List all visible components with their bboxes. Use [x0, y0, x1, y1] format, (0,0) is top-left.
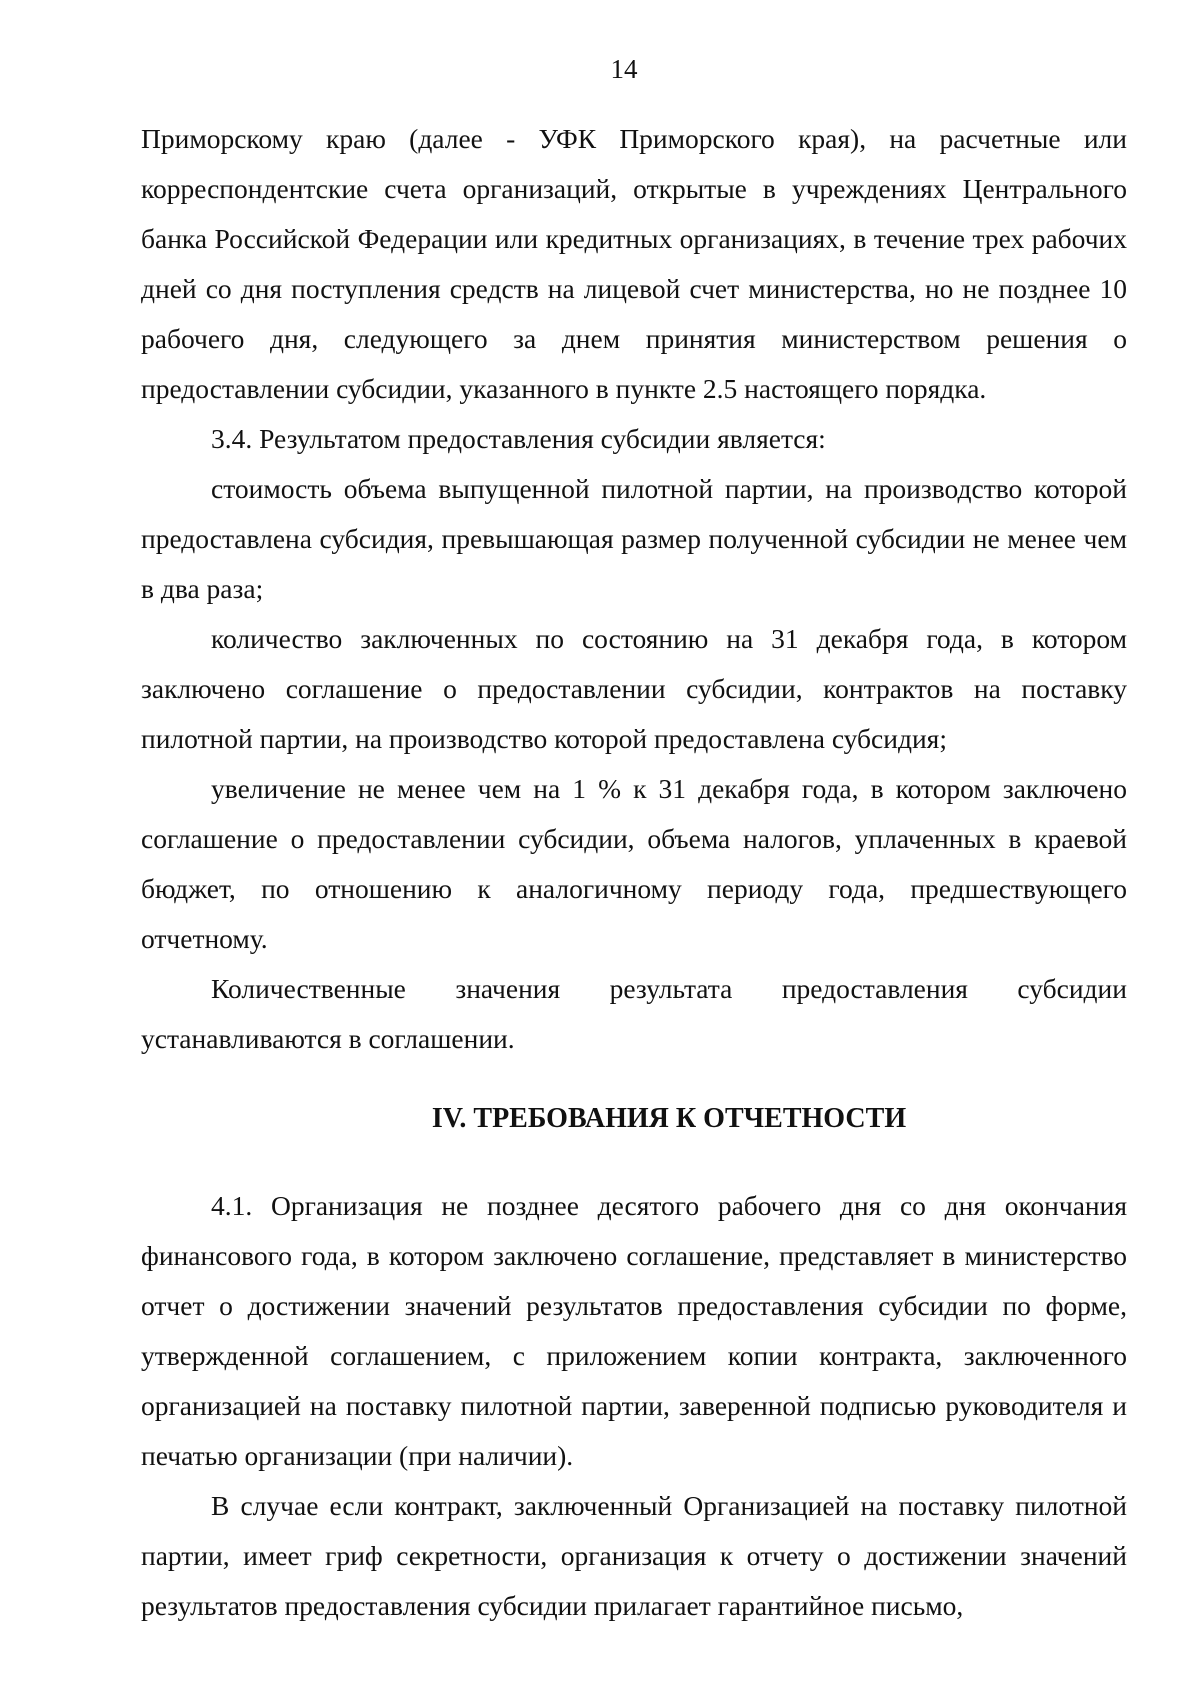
section-heading: IV. ТРЕБОВАНИЯ К ОТЧЕТНОСТИ: [431, 1103, 907, 1134]
paragraph-result-taxes: увеличение не менее чем на 1 % к 31 декабря года, в котором заключено соглашение о предоставлении субсидии, объема налогов, уплаченных в краевой бюджет, по отношению к аналогичному периоду года, предшествующего отчетному.: [141, 773, 1127, 954]
page-number: 14: [610, 54, 638, 84]
document-body: [141, 114, 1127, 1631]
paragraph-4-1: 4.1. Организация не позднее десятого рабочего дня со дня окончания финансового года, в котором заключено соглашение, представляет в министерство отчет о достижении значений результатов предоставления субсидии по форме, утвержденной соглашением, с приложением копии контракта, заключенного организацией на поставку пилотной партии, заверенной подписью руководителя и печатью организации (при наличии).: [141, 1190, 1127, 1471]
paragraph-result-contracts: количество заключенных по состоянию на 31 декабря года, в котором заключено соглашение о предоставлении субсидии, контрактов на поставку пилотной партии, на производство которой предоставлена субсидия;: [141, 623, 1127, 754]
paragraph-secrecy-case: В случае если контракт, заключенный Организацией на поставку пилотной партии, имеет гриф секретности, организация к отчету о достижении значений результатов предоставления субсидии прилагает гарантийное письмо,: [141, 1490, 1127, 1621]
paragraph-quantitative-values: Количественные значения результата предоставления субсидии устанавливаются в соглашении.: [141, 973, 1127, 1054]
paragraph-continuation: Приморскому краю (далее - УФК Приморского края), на расчетные или корреспондентские счета организаций, открытые в учреждениях Центрального банка Российской Федерации или кредитных организациях, в течение трех рабочих дней со дня поступления средств на лицевой счет министерства, но не позднее 10 рабочего дня, следующего за днем принятия министерством решения о предоставлении субсидии, указанного в пункте 2.5 настоящего порядка.: [141, 123, 1127, 404]
paragraph-3-4: 3.4. Результатом предоставления субсидии является:: [211, 423, 826, 454]
paragraph-result-cost: стоимость объема выпущенной пилотной партии, на производство которой предоставлена субсидия, превышающая размер полученной субсидии не менее чем в два раза;: [141, 473, 1127, 604]
